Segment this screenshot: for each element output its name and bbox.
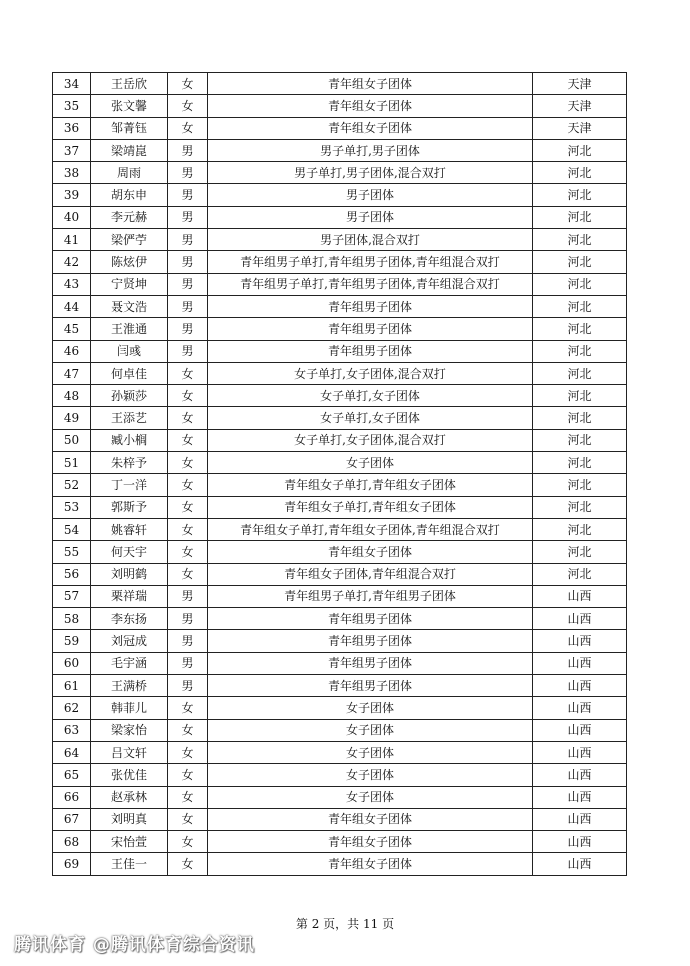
table-row	[53, 251, 627, 273]
row-number-cell: 56	[53, 563, 91, 585]
province-cell: 山西	[533, 630, 627, 652]
event-cell: 青年组男子团体	[208, 630, 533, 652]
event-cell: 青年组女子团体	[208, 117, 533, 139]
event-cell: 女子团体	[208, 452, 533, 474]
player-name-cell: 刘冠成	[91, 630, 168, 652]
event-cell: 女子团体	[208, 741, 533, 763]
row-number-cell: 66	[53, 786, 91, 808]
province-cell: 山西	[533, 697, 627, 719]
row-number-cell: 69	[53, 853, 91, 875]
player-name-cell: 刘明真	[91, 808, 168, 830]
gender-cell: 男	[168, 206, 208, 228]
province-cell: 河北	[533, 518, 627, 540]
gender-cell: 男	[168, 652, 208, 674]
province-cell: 山西	[533, 808, 627, 830]
gender-cell: 女	[168, 518, 208, 540]
gender-cell: 女	[168, 853, 208, 875]
row-number-cell: 62	[53, 697, 91, 719]
province-cell: 山西	[533, 585, 627, 607]
province-cell: 天津	[533, 117, 627, 139]
player-name-cell: 朱梓予	[91, 452, 168, 474]
gender-cell: 女	[168, 429, 208, 451]
gender-cell: 女	[168, 697, 208, 719]
row-number-cell: 44	[53, 295, 91, 317]
player-name-cell: 李东扬	[91, 608, 168, 630]
event-cell: 女子团体	[208, 697, 533, 719]
player-name-cell: 王岳欣	[91, 73, 168, 95]
event-cell: 青年组男子团体	[208, 295, 533, 317]
gender-cell: 男	[168, 184, 208, 206]
player-name-cell: 刘明鹤	[91, 563, 168, 585]
gender-cell: 男	[168, 229, 208, 251]
player-name-cell: 吕文轩	[91, 741, 168, 763]
row-number-cell: 61	[53, 675, 91, 697]
event-cell: 女子单打,女子团体,混合双打	[208, 362, 533, 384]
player-name-cell: 姚睿轩	[91, 518, 168, 540]
event-cell: 青年组男子单打,青年组男子团体	[208, 585, 533, 607]
player-name-cell: 周雨	[91, 162, 168, 184]
event-cell: 青年组女子团体	[208, 73, 533, 95]
row-number-cell: 42	[53, 251, 91, 273]
gender-cell: 女	[168, 831, 208, 853]
gender-cell: 女	[168, 719, 208, 741]
table-row	[53, 139, 627, 161]
province-cell: 山西	[533, 786, 627, 808]
table-row	[53, 786, 627, 808]
province-cell: 河北	[533, 162, 627, 184]
event-cell: 青年组男子团体	[208, 318, 533, 340]
row-number-cell: 59	[53, 630, 91, 652]
row-number-cell: 65	[53, 764, 91, 786]
gender-cell: 女	[168, 407, 208, 429]
table-row	[53, 808, 627, 830]
row-number-cell: 52	[53, 474, 91, 496]
table-row	[53, 496, 627, 518]
province-cell: 天津	[533, 73, 627, 95]
province-cell: 河北	[533, 541, 627, 563]
row-number-cell: 51	[53, 452, 91, 474]
row-number-cell: 60	[53, 652, 91, 674]
gender-cell: 女	[168, 73, 208, 95]
row-number-cell: 53	[53, 496, 91, 518]
event-cell: 女子单打,女子团体	[208, 407, 533, 429]
gender-cell: 男	[168, 251, 208, 273]
gender-cell: 男	[168, 675, 208, 697]
table-row	[53, 73, 627, 95]
gender-cell: 女	[168, 786, 208, 808]
player-name-cell: 王淮通	[91, 318, 168, 340]
event-cell: 男子团体,混合双打	[208, 229, 533, 251]
player-name-cell: 郭斯予	[91, 496, 168, 518]
table-row	[53, 95, 627, 117]
province-cell: 河北	[533, 318, 627, 340]
province-cell: 山西	[533, 652, 627, 674]
row-number-cell: 54	[53, 518, 91, 540]
player-name-cell: 梁家怡	[91, 719, 168, 741]
gender-cell: 女	[168, 541, 208, 563]
roster-body	[53, 73, 627, 876]
province-cell: 河北	[533, 496, 627, 518]
player-name-cell: 孙颖莎	[91, 385, 168, 407]
row-number-cell: 57	[53, 585, 91, 607]
player-name-cell: 李元赫	[91, 206, 168, 228]
row-number-cell: 48	[53, 385, 91, 407]
gender-cell: 男	[168, 139, 208, 161]
table-row	[53, 206, 627, 228]
player-name-cell: 毛宇涵	[91, 652, 168, 674]
row-number-cell: 38	[53, 162, 91, 184]
row-number-cell: 67	[53, 808, 91, 830]
event-cell: 青年组男子团体	[208, 608, 533, 630]
player-name-cell: 何天宇	[91, 541, 168, 563]
table-row	[53, 407, 627, 429]
province-cell: 山西	[533, 764, 627, 786]
player-name-cell: 邹菁钰	[91, 117, 168, 139]
gender-cell: 女	[168, 563, 208, 585]
province-cell: 河北	[533, 474, 627, 496]
player-name-cell: 宋怡萱	[91, 831, 168, 853]
roster-table	[52, 72, 627, 876]
gender-cell: 女	[168, 385, 208, 407]
player-name-cell: 宁贤坤	[91, 273, 168, 295]
event-cell: 女子团体	[208, 786, 533, 808]
gender-cell: 男	[168, 630, 208, 652]
row-number-cell: 45	[53, 318, 91, 340]
province-cell: 河北	[533, 251, 627, 273]
event-cell: 青年组女子团体	[208, 808, 533, 830]
table-row	[53, 474, 627, 496]
row-number-cell: 68	[53, 831, 91, 853]
gender-cell: 男	[168, 318, 208, 340]
player-name-cell: 丁一洋	[91, 474, 168, 496]
row-number-cell: 47	[53, 362, 91, 384]
player-name-cell: 臧小榈	[91, 429, 168, 451]
event-cell: 女子团体	[208, 719, 533, 741]
province-cell: 山西	[533, 608, 627, 630]
table-row	[53, 697, 627, 719]
player-name-cell: 闫彧	[91, 340, 168, 362]
row-number-cell: 36	[53, 117, 91, 139]
event-cell: 青年组女子团体	[208, 853, 533, 875]
player-name-cell: 王佳一	[91, 853, 168, 875]
table-row	[53, 385, 627, 407]
event-cell: 青年组女子单打,青年组女子团体	[208, 496, 533, 518]
table-row	[53, 675, 627, 697]
event-cell: 男子单打,男子团体	[208, 139, 533, 161]
province-cell: 河北	[533, 385, 627, 407]
table-row	[53, 318, 627, 340]
province-cell: 山西	[533, 719, 627, 741]
player-name-cell: 赵承林	[91, 786, 168, 808]
province-cell: 河北	[533, 407, 627, 429]
province-cell: 河北	[533, 206, 627, 228]
gender-cell: 女	[168, 496, 208, 518]
event-cell: 青年组男子单打,青年组男子团体,青年组混合双打	[208, 251, 533, 273]
player-name-cell: 栗祥瑞	[91, 585, 168, 607]
event-cell: 青年组男子团体	[208, 675, 533, 697]
event-cell: 男子团体	[208, 206, 533, 228]
player-name-cell: 胡东申	[91, 184, 168, 206]
table-row	[53, 340, 627, 362]
player-name-cell: 王满桥	[91, 675, 168, 697]
player-name-cell: 梁俨苧	[91, 229, 168, 251]
table-row	[53, 563, 627, 585]
province-cell: 河北	[533, 139, 627, 161]
row-number-cell: 50	[53, 429, 91, 451]
event-cell: 女子单打,女子团体	[208, 385, 533, 407]
table-row	[53, 429, 627, 451]
province-cell: 山西	[533, 831, 627, 853]
row-number-cell: 35	[53, 95, 91, 117]
table-row	[53, 764, 627, 786]
table-row	[53, 229, 627, 251]
event-cell: 青年组女子团体,青年组混合双打	[208, 563, 533, 585]
gender-cell: 女	[168, 808, 208, 830]
event-cell: 青年组女子团体	[208, 541, 533, 563]
row-number-cell: 41	[53, 229, 91, 251]
event-cell: 青年组女子团体	[208, 831, 533, 853]
table-row	[53, 853, 627, 875]
event-cell: 青年组男子团体	[208, 340, 533, 362]
province-cell: 河北	[533, 429, 627, 451]
gender-cell: 女	[168, 95, 208, 117]
row-number-cell: 37	[53, 139, 91, 161]
table-row	[53, 117, 627, 139]
province-cell: 河北	[533, 362, 627, 384]
gender-cell: 女	[168, 452, 208, 474]
province-cell: 河北	[533, 340, 627, 362]
table-row	[53, 452, 627, 474]
gender-cell: 男	[168, 295, 208, 317]
table-row	[53, 630, 627, 652]
gender-cell: 女	[168, 741, 208, 763]
province-cell: 天津	[533, 95, 627, 117]
row-number-cell: 46	[53, 340, 91, 362]
table-row	[53, 652, 627, 674]
gender-cell: 男	[168, 340, 208, 362]
gender-cell: 女	[168, 362, 208, 384]
row-number-cell: 63	[53, 719, 91, 741]
table-row	[53, 719, 627, 741]
province-cell: 山西	[533, 853, 627, 875]
event-cell: 青年组女子团体	[208, 95, 533, 117]
player-name-cell: 张优佳	[91, 764, 168, 786]
table-row	[53, 741, 627, 763]
table-row	[53, 608, 627, 630]
event-cell: 男子团体	[208, 184, 533, 206]
row-number-cell: 34	[53, 73, 91, 95]
province-cell: 河北	[533, 295, 627, 317]
row-number-cell: 39	[53, 184, 91, 206]
province-cell: 河北	[533, 452, 627, 474]
player-name-cell: 王添艺	[91, 407, 168, 429]
page-footer: 第 2 页，共 11 页	[295, 917, 395, 931]
player-name-cell: 聂文浩	[91, 295, 168, 317]
table-row	[53, 295, 627, 317]
province-cell: 河北	[533, 563, 627, 585]
province-cell: 山西	[533, 675, 627, 697]
gender-cell: 男	[168, 162, 208, 184]
row-number-cell: 64	[53, 741, 91, 763]
event-cell: 青年组女子单打,青年组女子团体,青年组混合双打	[208, 518, 533, 540]
table-row	[53, 162, 627, 184]
row-number-cell: 55	[53, 541, 91, 563]
player-name-cell: 陈炫伊	[91, 251, 168, 273]
table-row	[53, 541, 627, 563]
row-number-cell: 49	[53, 407, 91, 429]
player-name-cell: 韩菲儿	[91, 697, 168, 719]
province-cell: 山西	[533, 741, 627, 763]
gender-cell: 男	[168, 273, 208, 295]
province-cell: 河北	[533, 273, 627, 295]
province-cell: 河北	[533, 184, 627, 206]
gender-cell: 女	[168, 764, 208, 786]
event-cell: 青年组男子团体	[208, 652, 533, 674]
row-number-cell: 43	[53, 273, 91, 295]
row-number-cell: 58	[53, 608, 91, 630]
table-row	[53, 518, 627, 540]
table-row	[53, 184, 627, 206]
province-cell: 河北	[533, 229, 627, 251]
player-name-cell: 梁靖崑	[91, 139, 168, 161]
watermark: 腾讯体育 @腾讯体育综合资讯	[14, 935, 255, 955]
table-row	[53, 585, 627, 607]
event-cell: 女子团体	[208, 764, 533, 786]
table-row	[53, 362, 627, 384]
player-name-cell: 何卓佳	[91, 362, 168, 384]
event-cell: 男子单打,男子团体,混合双打	[208, 162, 533, 184]
table-row	[53, 273, 627, 295]
gender-cell: 女	[168, 474, 208, 496]
row-number-cell: 40	[53, 206, 91, 228]
player-name-cell: 张文馨	[91, 95, 168, 117]
table-row	[53, 831, 627, 853]
gender-cell: 男	[168, 608, 208, 630]
event-cell: 女子单打,女子团体,混合双打	[208, 429, 533, 451]
event-cell: 青年组女子单打,青年组女子团体	[208, 474, 533, 496]
event-cell: 青年组男子单打,青年组男子团体,青年组混合双打	[208, 273, 533, 295]
gender-cell: 男	[168, 585, 208, 607]
gender-cell: 女	[168, 117, 208, 139]
